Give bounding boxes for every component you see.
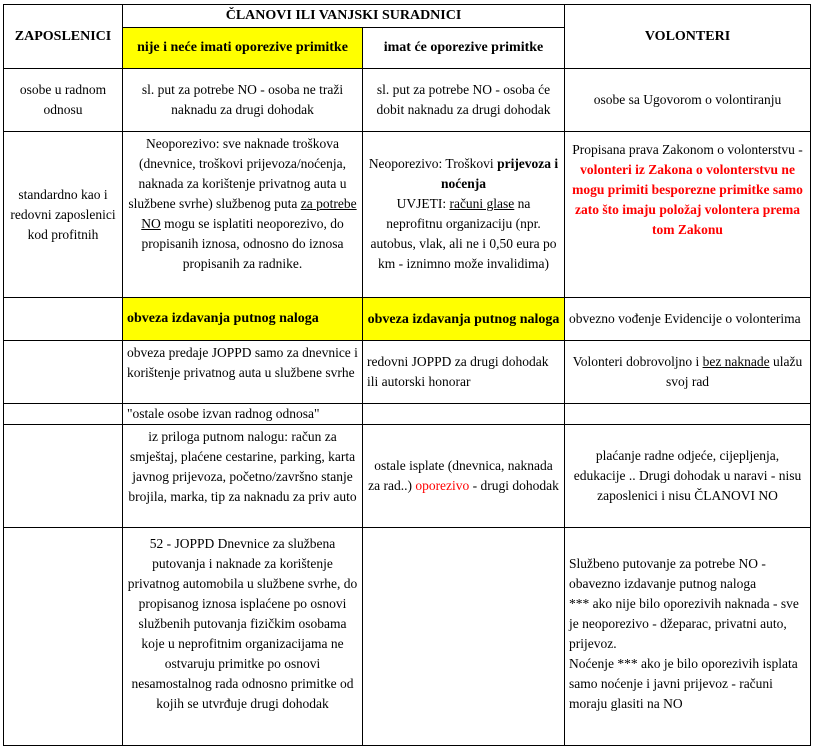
row1-vol-text: osobe sa Ugovorom o volontiranju: [593, 92, 782, 107]
row4-imat-text: redovni JOPPD za drugi dohodak ili autorski honorar: [367, 354, 549, 389]
row6-nije: [122, 424, 363, 528]
row4-vol-underlined: bez naknade: [702, 354, 770, 369]
row2-nije-underlined: za potrebe NO: [141, 196, 357, 231]
row6-imat-part1: ostale isplate (dnevnica, naknada za rad..): [368, 458, 553, 493]
row6-zap: [3, 424, 123, 528]
row2-nije-part1: Neoporezivo: sve naknade troškova (dnevnice, troškovi prijevoza/noćenja, naknada za korištenje privatnog auta u službene svrhe) službenog puta: [128, 136, 347, 211]
row6-imat: [362, 424, 565, 528]
row3-imat: [362, 297, 565, 341]
row1-zap-text: osobe u radnom odnosu: [19, 82, 107, 117]
row6-vol-text: plaćanje radne odjeće, cijepljenja, edukacije .. Drugi dohodak u naravi - nisu zaposlenici i nisu ČLANOVI NO: [573, 448, 802, 503]
row4-imat: [362, 340, 565, 404]
row1-imat: [362, 68, 565, 132]
row2-imat-part5: na neprofitnu organizaciju (npr. autobus, vlak, ali ne i 0,50 eura po km - iznimno može invalidima): [370, 196, 557, 271]
row7-vol-line2: *** ako nije bilo oporezivih naknada - sve je neoporezivo - džeparac, privatni auto, prijevoz.: [569, 596, 799, 651]
row7-vol-line3: Noćenje *** ako je bilo oporezivih isplata samo noćenje i javni prijevoz - računi moraju glasiti na NO: [569, 656, 798, 711]
row5-imat: [362, 403, 565, 425]
row2-imat-uvjeti: UVJETI:: [396, 196, 450, 211]
row1-nije: [122, 68, 363, 132]
row6-vol: [564, 424, 811, 528]
row3-imat-text: obveza izdavanja putnog naloga: [367, 311, 560, 327]
row7-zap: [3, 527, 123, 746]
row2-nije: [122, 131, 363, 298]
row6-imat-part3: - drugi dohodak: [469, 478, 559, 493]
row1-zap: [3, 68, 123, 132]
row4-vol-part3: ulažu svoj rad: [665, 354, 803, 389]
header-imat: [362, 27, 565, 69]
row2-zap-text: standardno kao i redovni zaposlenici kod profitnih: [10, 186, 116, 242]
row2-imat-part1: Neoporezivo: Troškovi: [368, 156, 498, 171]
row1-vol: [564, 68, 811, 132]
header-zaposlenici-text: ZAPOSLENICI: [14, 28, 112, 44]
row3-zap: [3, 297, 123, 341]
row4-nije-text: obveza predaje JOPPD samo za dnevnice i korištenje privatnog auta u službene svrhe: [127, 345, 358, 380]
header-volonteri-text: VOLONTERI: [644, 28, 731, 44]
row3-nije-text: obveza izdavanja putnog naloga: [127, 311, 319, 326]
header-nije-text: nije i neće imati oporezive primitke: [137, 40, 348, 55]
row2-imat: [362, 131, 565, 298]
row5-vol: [564, 403, 811, 425]
row2-vol: [564, 131, 811, 298]
header-clanovi: [122, 4, 565, 28]
row2-imat-underlined: računi glase: [449, 196, 515, 211]
row6-imat-red: oporezivo: [415, 478, 470, 493]
row2-zap: [3, 131, 123, 298]
row3-vol-text: obvezno vođenje Evidencije o volonterima: [569, 311, 801, 326]
row3-vol: [564, 297, 811, 341]
row2-nije-part3: mogu se isplatiti neoporezivo, do propisanih iznosa, odnosno do iznosa propisanih za radnike.: [141, 216, 344, 271]
row5-nije: [122, 403, 363, 425]
header-nije: [122, 27, 363, 69]
row2-imat-bold: prijevoza i noćenja: [441, 156, 559, 191]
table-sheet: [3, 4, 811, 746]
row6-nije-text: iz priloga putnom nalogu: račun za smještaj, plaćene cestarine, parking, karta javnog prijevoza, početno/završno stanje brojila, marka, tip za naknadu za priv auto: [128, 429, 357, 504]
row7-nije: [122, 527, 363, 746]
row1-nije-text: sl. put za potrebe NO - osoba ne traži naknadu za drugi dohodak: [141, 82, 344, 117]
row1-imat-text: sl. put za potrebe NO - osoba će dobit naknadu za drugi dohodak: [376, 82, 551, 117]
header-volonteri: [564, 4, 811, 69]
row7-nije-text: 52 - JOPPD Dnevnice za službena putovanja i naknade za korištenje privatnog automobila u službene svrhe, do propisanog iznosa isplaćene po osnovi službenih putovanja fizičkim osobama koje u neprofitnim organizacijama ne ostvaruju primitke po osnovi nesamostalnog rada odnosno primitke od kojih se utvrđuje drugi dohodak: [127, 536, 358, 711]
row4-zap: [3, 340, 123, 404]
header-zaposlenici: [3, 4, 123, 69]
row7-imat: [362, 527, 565, 746]
row7-vol: [564, 527, 811, 746]
row5-zap: [3, 403, 123, 425]
row4-vol-part1: Volonteri dobrovoljno i: [572, 354, 703, 369]
row2-vol-red: volonteri iz Zakona o volonterstvu ne mogu primiti besporezne primitke samo zato što imaju položaj volontera prema tom Zakonu: [572, 162, 803, 237]
row5-nije-text: "ostale osobe izvan radnog odnosa": [127, 406, 320, 421]
row4-vol: [564, 340, 811, 404]
row7-vol-line1: Službeno putovanje za potrebe NO - obavezno izdavanje putnog naloga: [569, 556, 766, 591]
row2-vol-part1: Propisana prava Zakonom o volonterstvu -: [572, 142, 803, 157]
header-imat-text: imat će oporezive primitke: [383, 40, 544, 55]
row3-nije: [122, 297, 363, 341]
header-clanovi-text: ČLANOVI ILI VANJSKI SURADNICI: [225, 8, 462, 23]
row4-nije: [122, 340, 363, 404]
